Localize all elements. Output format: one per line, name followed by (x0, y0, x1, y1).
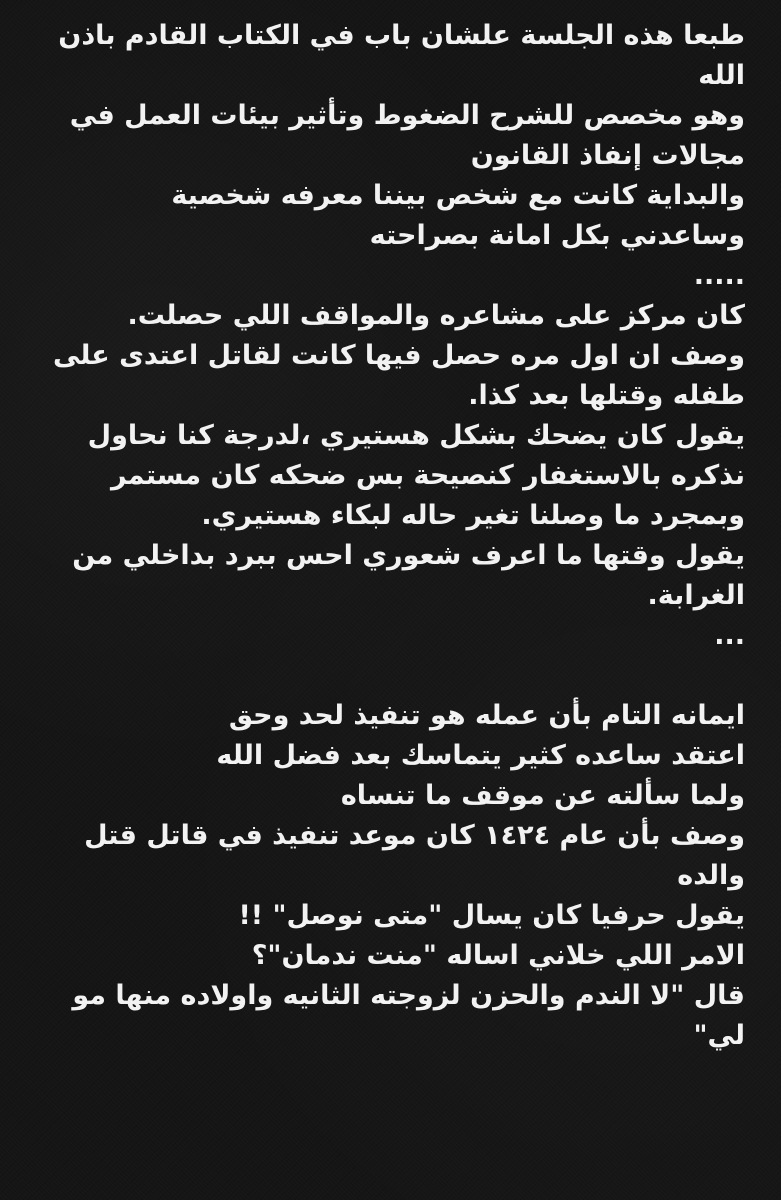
note-line: يقول حرفيا كان يسال "متى نوصل" !! (238, 900, 745, 931)
note-line: ولما سألته عن موقف ما تنساه (340, 780, 745, 811)
note-line: يقول وقتها ما اعرف شعوري احس ببرد بداخلي من (72, 540, 745, 571)
note-line: طفله وقتلها بعد كذا. (468, 380, 745, 411)
note-line: وبمجرد ما وصلنا تغير حاله لبكاء هستيري. (201, 500, 745, 531)
note-line (36, 656, 745, 696)
note-line: الامر اللي خلاني اساله "منت ندمان"؟ (251, 940, 745, 971)
note-line: وصف ان اول مره حصل فيها كانت لقاتل اعتدى على (52, 340, 745, 371)
note-line: ..... (693, 260, 745, 291)
note-line: نذكره بالاستغفار كنصيحة بس ضحكه كان مستمر (111, 460, 745, 491)
note-line: وساعدني بكل امانة بصراحته (369, 220, 745, 251)
note-line: كان مركز على مشاعره والمواقف اللي حصلت. (127, 300, 745, 331)
note-line: ... (714, 620, 745, 651)
note-line: وهو مخصص للشرح الضغوط وتأثير بيئات العمل في (69, 100, 745, 131)
note-line: والبداية كانت مع شخص بيننا معرفه شخصية (171, 180, 745, 211)
note-line: طبعا هذه الجلسة علشان باب في الكتاب القادم باذن (58, 20, 745, 51)
note-line: اعتقد ساعده كثير يتماسك بعد فضل الله (216, 740, 745, 771)
note-line: قال "لا الندم والحزن لزوجته الثانيه واولاده منها مو (72, 980, 745, 1011)
note-line: وصف بأن عام ١٤٢٤ كان موعد تنفيذ في قاتل قتل (84, 820, 745, 851)
note-line: الغرابة. (647, 580, 745, 611)
note-line: يقول كان يضحك بشكل هستيري ،لدرجة كنا نحاول (87, 420, 745, 451)
note-line: ايمانه التام بأن عمله هو تنفيذ لحد وحق (228, 700, 745, 731)
note-line: والده (677, 860, 745, 891)
note-line: الله (698, 60, 745, 91)
note-line: لي" (693, 1020, 745, 1051)
note-line: مجالات إنفاذ القانون (470, 140, 745, 171)
